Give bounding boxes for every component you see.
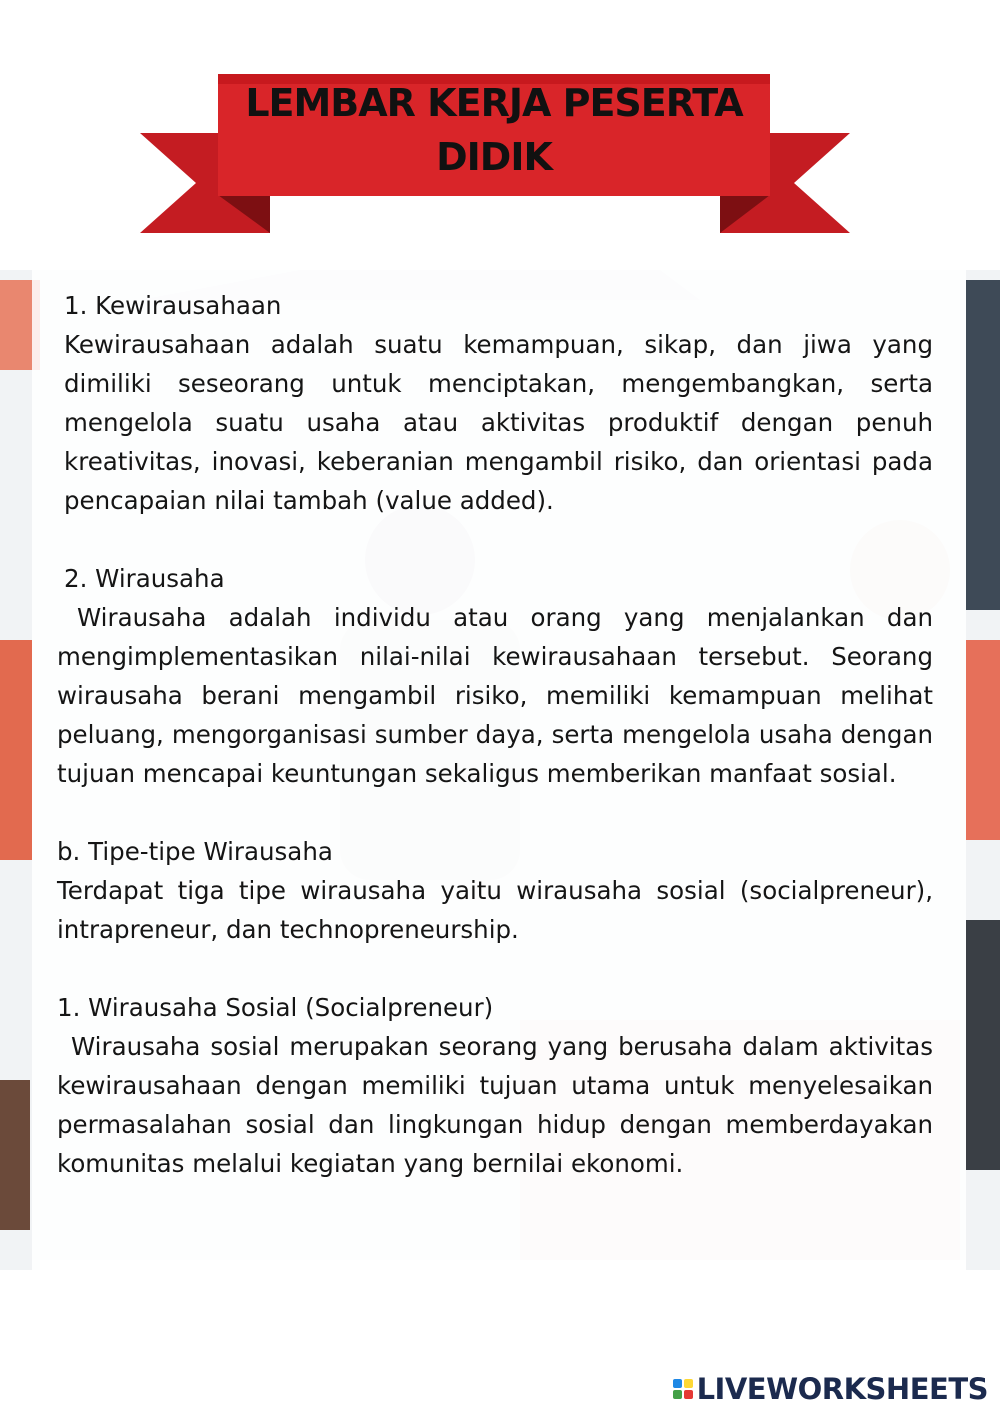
section-heading-wirausaha-sosial: 1. Wirausaha Sosial (Socialpreneur) [57, 993, 494, 1022]
section-body-kewirausahaan: Kewirausahaan adalah suatu kemampuan, sikap, dan jiwa yang dimiliki seseorang untuk menciptakan, mengembangkan, serta mengelola suatu usaha atau aktivitas produktif dengan penuh kreativitas, inovasi, keberanian mengambil risiko, dan orientasi pada pencapaian nilai tambah (value added). [64, 330, 933, 515]
section-body-tipe-wirausaha: Terdapat tiga tipe wirausaha yaitu wirausaha sosial (socialpreneur), intrapreneur, dan technopreneurship. [57, 876, 933, 944]
liveworksheets-logo [673, 1372, 988, 1406]
section-body-wirausaha-sosial: Wirausaha sosial merupakan seorang yang berusaha dalam aktivitas kewirausahaan dengan memiliki tujuan utama untuk menyelesaikan permasalahan sosial dan lingkungan hidup dengan memberdayakan komunitas melalui kegiatan yang bernilai ekonomi. [57, 1032, 933, 1178]
section-body-wirausaha: Wirausaha adalah individu atau orang yang menjalankan dan mengimplementasikan nilai-nilai kewirausahaan tersebut. Seorang wirausaha berani mengambil risiko, memiliki kemampuan melihat peluang, mengorganisasi sumber daya, serta mengelola usaha dengan tujuan mencapai keuntungan sekaligus memberikan manfaat sosial. [57, 603, 933, 788]
title-ribbon [0, 0, 1000, 240]
worksheet-text [57, 286, 933, 1183]
title-line-2: DIDIK [436, 135, 552, 179]
page-title [218, 76, 770, 196]
section-heading-tipe-wirausaha: b. Tipe-tipe Wirausaha [57, 837, 333, 866]
section-heading-kewirausahaan: 1. Kewirausahaan [64, 291, 282, 320]
section-heading-wirausaha: 2. Wirausaha [64, 564, 225, 593]
logo-grid-icon [673, 1379, 693, 1399]
title-line-1: LEMBAR KERJA PESERTA [245, 81, 743, 125]
logo-text: LIVEWORKSHEETS [696, 1372, 988, 1406]
